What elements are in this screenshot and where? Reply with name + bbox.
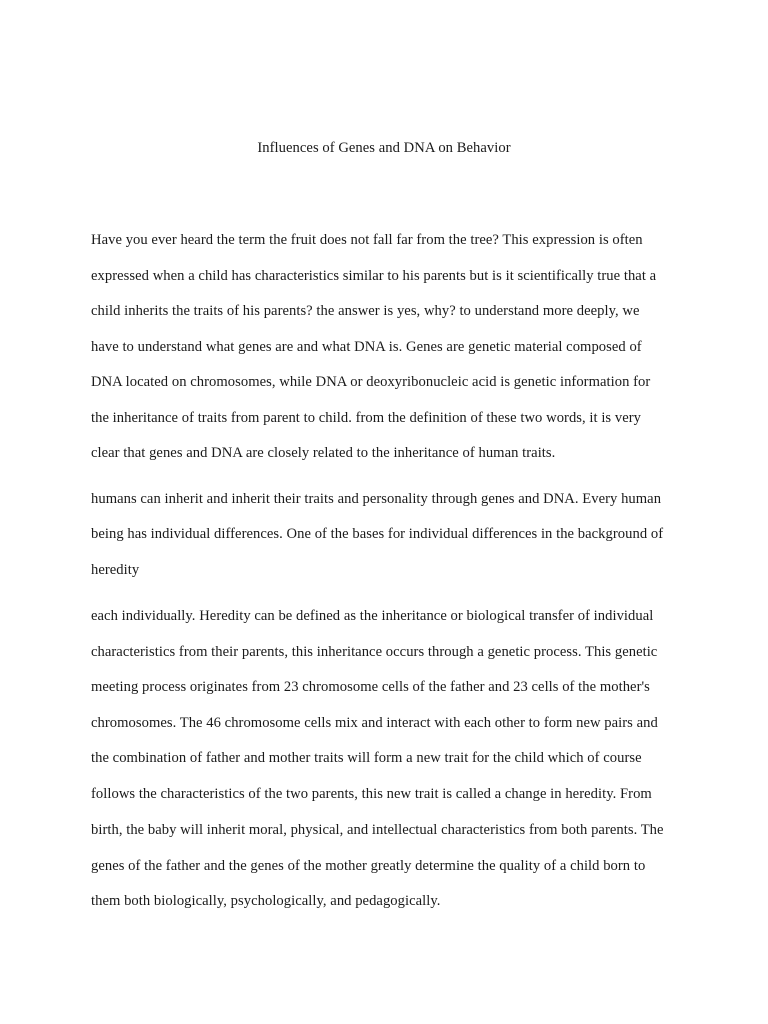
- text-line: meeting process originates from 23 chromosome cells of the father and 23 cells of the mother's: [91, 679, 650, 695]
- text-line: have to understand what genes are and what DNA is. Genes are genetic material composed of: [91, 339, 642, 355]
- text-line: them both biologically, psychologically, and pedagogically.: [91, 893, 441, 909]
- text-line: Have you ever heard the term the fruit does not fall far from the tree? This expression is often: [91, 232, 643, 248]
- document-title: Influences of Genes and DNA on Behavior: [257, 140, 511, 156]
- text-line: birth, the baby will inherit moral, physical, and intellectual characteristics from both parents. The: [91, 822, 664, 838]
- text-line: characteristics from their parents, this inheritance occurs through a genetic process. This genetic: [91, 644, 658, 660]
- text-line: heredity: [91, 562, 140, 578]
- text-line: clear that genes and DNA are closely related to the inheritance of human traits.: [91, 445, 556, 461]
- text-line: being has individual differences. One of the bases for individual differences in the background of: [91, 526, 664, 542]
- text-line: the inheritance of traits from parent to child. from the definition of these two words, it is very: [91, 410, 641, 426]
- text-line: follows the characteristics of the two parents, this new trait is called a change in heredity. From: [91, 786, 652, 802]
- text-line: genes of the father and the genes of the mother greatly determine the quality of a child born to: [91, 858, 646, 874]
- text-line: DNA located on chromosomes, while DNA or deoxyribonucleic acid is genetic information for: [91, 374, 651, 390]
- text-line: each individually. Heredity can be defined as the inheritance or biological transfer of individual: [91, 608, 654, 624]
- text-line: chromosomes. The 46 chromosome cells mix and interact with each other to form new pairs and: [91, 715, 658, 731]
- text-line: child inherits the traits of his parents? the answer is yes, why? to understand more deeply, we: [91, 303, 640, 319]
- text-line: expressed when a child has characteristics similar to his parents but is it scientifically true that a: [91, 268, 657, 284]
- text-line: the combination of father and mother traits will form a new trait for the child which of course: [91, 750, 642, 766]
- text-line: humans can inherit and inherit their traits and personality through genes and DNA. Every human: [91, 491, 662, 507]
